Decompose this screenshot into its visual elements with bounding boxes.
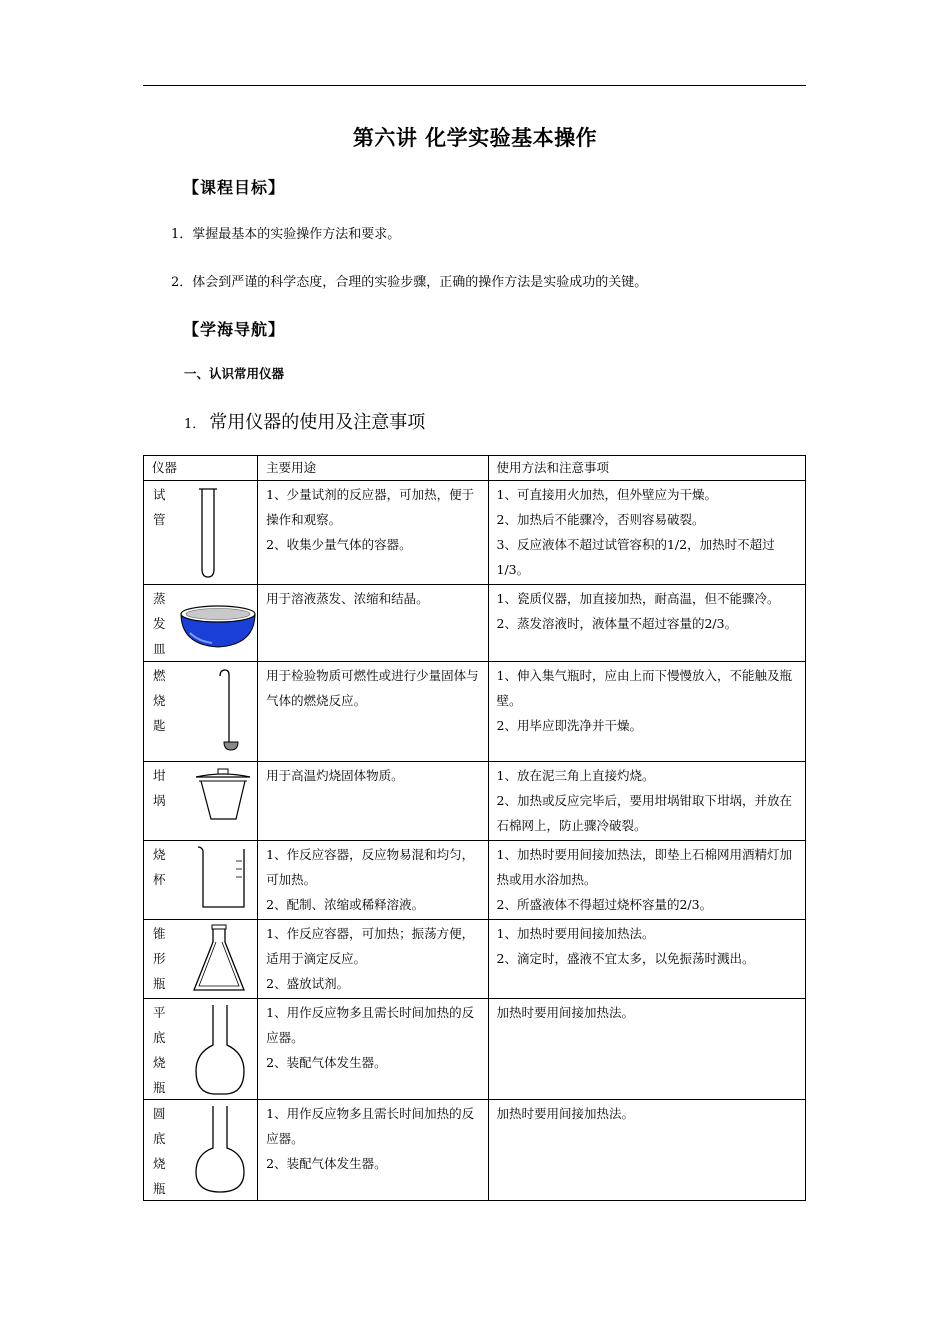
header-uses: 主要用途 <box>258 456 488 481</box>
instrument-cell <box>144 1100 258 1201</box>
section-heading: 一、认识常用仪器 <box>184 366 285 381</box>
note-line: 2、加热或反应完毕后，要用坩埚钳取下坩埚，并放在石棉网上，防止骤冷破裂。 <box>496 793 792 833</box>
note-line: 1、可直接用火加热，但外壁应为干燥。 <box>496 487 717 502</box>
uses-cell <box>258 662 488 762</box>
note-line: 加热时要用间接加热法。 <box>496 1106 635 1121</box>
page-title: 第六讲 化学实验基本操作 <box>352 126 598 150</box>
table-title-text: 常用仪器的使用及注意事项 <box>209 412 426 433</box>
instrument-cell <box>144 481 258 585</box>
instrument-cell <box>144 662 258 762</box>
use-line: 2、配制、浓缩或稀释溶液。 <box>266 897 425 912</box>
notes-cell <box>488 920 805 999</box>
uses-cell <box>258 999 488 1100</box>
table-row <box>144 920 806 999</box>
uses-cell <box>258 762 488 841</box>
goal-text: 体会到严谨的科学态度，合理的实验步骤，正确的操作方法是实验成功的关键。 <box>192 275 648 290</box>
note-line: 1、伸入集气瓶时，应由上而下慢慢放入，不能触及瓶壁。 <box>496 668 792 708</box>
note-line: 2、滴定时，盛液不宜太多，以免振荡时溅出。 <box>496 951 755 966</box>
instrument-cell <box>144 841 258 920</box>
use-line: 2、装配气体发生器。 <box>266 1156 387 1171</box>
note-line: 2、蒸发溶液时，液体量不超过容量的2/3。 <box>496 616 738 631</box>
instrument-cell <box>144 762 258 841</box>
instrument-name: 燃烧匙 <box>153 668 166 733</box>
table-row <box>144 481 806 585</box>
combustion-spoon-icon <box>216 668 246 754</box>
note-line: 2、加热后不能骤冷，否则容易破裂。 <box>496 512 705 527</box>
instrument-cell <box>144 585 258 662</box>
table-row <box>144 585 806 662</box>
notes-cell <box>488 662 805 762</box>
uses-cell <box>258 481 488 585</box>
table-row <box>144 841 806 920</box>
table-title <box>184 408 425 434</box>
use-line: 2、装配气体发生器。 <box>266 1055 387 1070</box>
use-line: 1、作反应容器，可加热；振荡方便，适用于滴定反应。 <box>266 926 475 966</box>
evaporating-dish-icon <box>178 603 258 649</box>
uses-cell <box>258 1100 488 1201</box>
notes-cell <box>488 762 805 841</box>
use-line: 1、用作反应物多且需长时间加热的反应器。 <box>266 1106 475 1146</box>
use-line: 2、收集少量气体的容器。 <box>266 537 412 552</box>
use-line: 用于检验物质可燃性或进行少量固体与气体的燃烧反应。 <box>266 668 479 708</box>
conical-flask-icon <box>192 924 246 994</box>
goal-num: 2． <box>171 275 193 290</box>
header-instrument: 仪器 <box>144 456 258 481</box>
use-line: 用于高温灼烧固体物质。 <box>266 768 404 783</box>
note-line: 2、所盛液体不得超过烧杯容量的2/3。 <box>496 897 713 912</box>
instrument-name: 蒸发皿 <box>153 591 166 656</box>
note-line: 1、加热时要用间接加热法，即垫上石棉网用酒精灯加热或用水浴加热。 <box>496 847 792 887</box>
notes-cell <box>488 585 805 662</box>
use-line: 2、盛放试剂。 <box>266 976 350 991</box>
table-row <box>144 662 806 762</box>
table-title-num: 1． <box>184 417 206 432</box>
nav-heading: 【学海导航】 <box>183 320 286 339</box>
instrument-cell <box>144 920 258 999</box>
test-tube-icon <box>196 487 220 581</box>
instrument-name: 坩埚 <box>153 768 166 808</box>
instrument-cell <box>144 999 258 1100</box>
instrument-name: 烧杯 <box>153 847 166 887</box>
header-rule <box>143 85 806 86</box>
table-row <box>144 999 806 1100</box>
notes-cell <box>488 1100 805 1201</box>
instrument-name: 圆底烧瓶 <box>153 1106 166 1196</box>
header-notes: 使用方法和注意事项 <box>488 456 805 481</box>
use-line: 用于溶液蒸发、浓缩和结晶。 <box>266 591 429 606</box>
note-line: 3、反应液体不超过试管容积的1/2，加热时不超过1/3。 <box>496 537 775 577</box>
instrument-table <box>143 455 806 1201</box>
note-line: 1、放在泥三角上直接灼烧。 <box>496 768 655 783</box>
table-row <box>144 1100 806 1201</box>
notes-cell <box>488 481 805 585</box>
table-row <box>144 762 806 841</box>
goal-item-2 <box>171 271 647 290</box>
uses-cell <box>258 841 488 920</box>
instrument-name: 锥形瓶 <box>153 926 166 991</box>
goal-num: 1． <box>171 227 193 242</box>
round-bottom-flask-icon <box>192 1104 248 1196</box>
goal-text: 掌握最基本的实验操作方法和要求。 <box>192 227 401 242</box>
note-line: 1、加热时要用间接加热法。 <box>496 926 655 941</box>
instrument-name: 试管 <box>153 487 166 527</box>
note-line: 加热时要用间接加热法。 <box>496 1005 635 1020</box>
use-line: 1、少量试剂的反应器，可加热，便于操作和观察。 <box>266 487 475 527</box>
crucible-icon <box>192 768 254 824</box>
flat-bottom-flask-icon <box>192 1003 248 1097</box>
beaker-icon <box>196 845 252 911</box>
instrument-name: 平底烧瓶 <box>153 1005 166 1095</box>
use-line: 1、作反应容器，反应物易混和均匀，可加热。 <box>266 847 475 887</box>
uses-cell <box>258 920 488 999</box>
use-line: 1、用作反应物多且需长时间加热的反应器。 <box>266 1005 475 1045</box>
notes-cell <box>488 841 805 920</box>
uses-cell <box>258 585 488 662</box>
notes-cell <box>488 999 805 1100</box>
goals-heading: 【课程目标】 <box>183 178 286 197</box>
note-line: 1、瓷质仪器，加直接加热，耐高温，但不能骤冷。 <box>496 591 780 606</box>
goal-item-1 <box>171 223 400 242</box>
table-header-row <box>144 456 806 481</box>
note-line: 2、用毕应即洗净并干燥。 <box>496 718 642 733</box>
